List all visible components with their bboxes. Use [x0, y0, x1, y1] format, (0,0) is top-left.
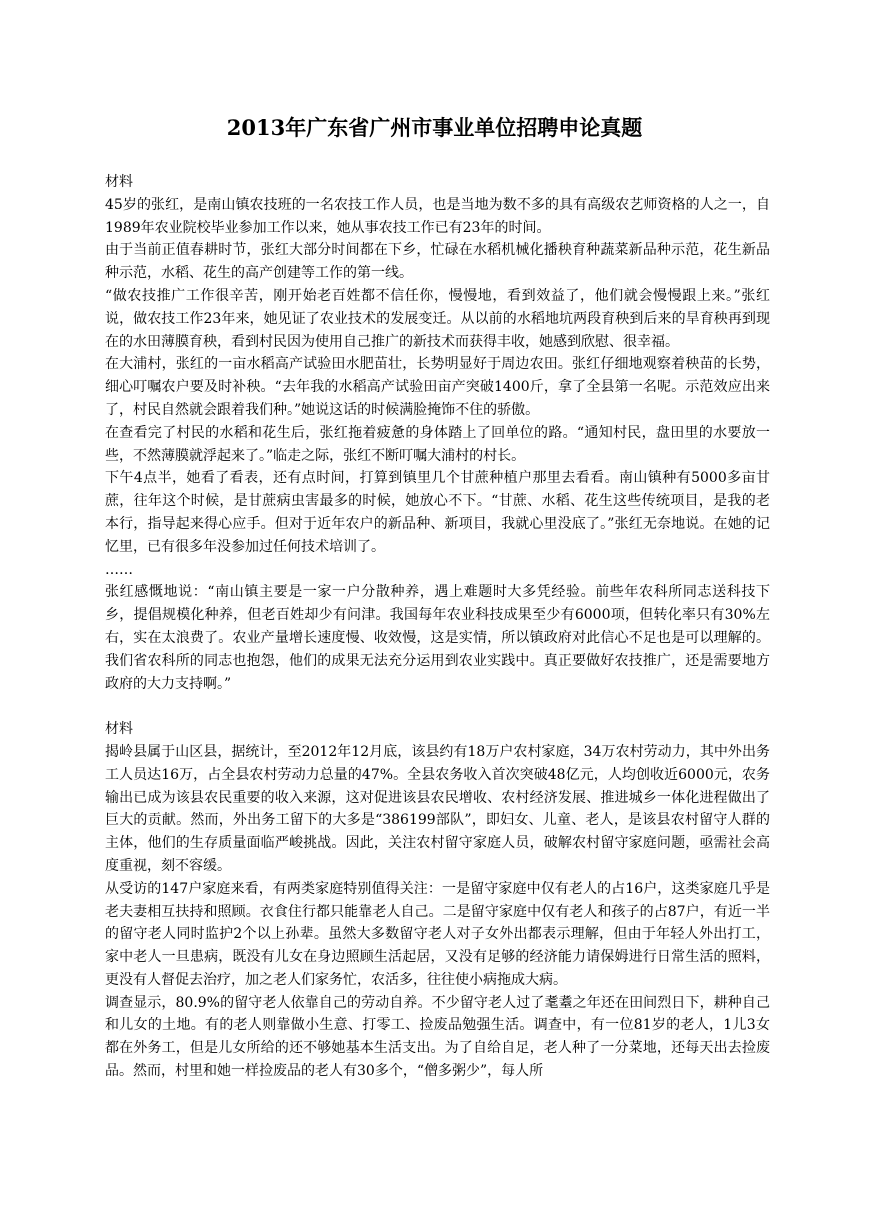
paragraph: 张红感慨地说：“南山镇主要是一家一户分散种养，遇上难题时大多凭经验。前些年农科所同志送科技下乡，提倡规模化种养，但老百姓却少有问津。我国每年农业科技成果至少有6000项，但转化率只有30%左右，实在太浪费了。农业产量增长速度慢、收效慢，这是实情，所以镇政府对此信心不足也是可以理解的。我们省农科所的同志也抱怨，他们的成果无法充分运用到农业实践中。真正要做好农技推广，还是需要地方政府的大力支持啊。”	[105, 584, 770, 692]
ellipsis: ……	[105, 561, 133, 578]
paragraph: 从受访的147户家庭来看，有两类家庭特别值得关注：一是留守家庭中仅有老人的占16户，这类家庭几乎是老夫妻相互扶持和照顾。衣食住行都只能靠老人自己。二是留守家庭中仅有老人和孩子的占87户，有近一半的留守老人同时监护2个以上孙辈。虽然大多数留守老人对子女外出都表示理解，但由于年轻人外出打工，家中老人一旦患病，既没有儿女在身边照顾生活起居，又没有足够的经济能力请保姆进行日常生活的照料，更没有人督促去治疗，加之老人们家务忙，农活多，往往使小病拖成大病。	[105, 880, 770, 988]
paragraph: 在查看完了村民的水稻和花生后，张红拖着疲惫的身体踏上了回单位的路。“通知村民，盘田里的水要放一些，不然薄膜就浮起来了。”临走之际，张红不断叮嘱大浦村的村长。	[105, 424, 770, 464]
section-heading: 材料	[105, 174, 133, 190]
paragraph: 在大浦村，张红的一亩水稻高产试验田水肥苗壮，长势明显好于周边农田。张红仔细地观察着秧苗的长势，细心叮嘱农户要及时补秧。“去年我的水稻高产试验田亩产突破1400斤，拿了全县第一名呢。示范效应出来了，村民自然就会跟着我们种。”她说这话的时候满脸掩饰不住的骄傲。	[105, 356, 770, 418]
paragraph: 揭岭县属于山区县，据统计，至2012年12月底，该县约有18万户农村家庭，34万农村劳动力，其中外出务工人员达16万，占全县农村劳动力总量的47%。全县农务收入首次突破48亿元，人均创收近6000元，农务输出已成为该县农民重要的收入来源，这对促进该县农民增收、农村经济发展、推进城乡一体化进程做出了巨大的贡献。然而，外出务工留下的大多是“386199部队”，即妇女、儿童、老人，是该县农村留守人群的主体，他们的生存质量面临严峻挑战。因此，关注农村留守家庭人员，破解农村留守家庭问题，亟需社会高度重视，刻不容缓。	[105, 743, 770, 874]
section-heading: 材料	[105, 721, 133, 738]
document-body	[105, 171, 770, 1083]
paragraph: “做农技推广工作很辛苦，刚开始老百姓都不信任你，慢慢地，看到效益了，他们就会慢慢跟上来。”张红说，做农技工作23年来，她见证了农业技术的发展变迁。从以前的水稻地坑两段育秧到后来的旱育秧再到现在的水田薄膜育秧，看到村民因为使用自己推广的新技术而获得丰收，她感到欣慰、很幸福。	[105, 287, 770, 350]
page-title: 2013年广东省广州市事业单位招聘申论真题	[226, 115, 643, 140]
paragraph: 下午4点半，她看了看表，还有点时间，打算到镇里几个甘蔗种植户那里去看看。南山镇种有5000多亩甘蔗，往年这个时候，是甘蔗病虫害最多的时候，她放心不下。“甘蔗、水稻、花生这些传统项目，是我的老本行，指导起来得心应手。但对于近年农户的新品种、新项目，我就心里没底了。”张红无奈地说。在她的记忆里，已有很多年没参加过任何技术培训了。	[105, 470, 770, 555]
paragraph: 由于当前正值春耕时节，张红大部分时间都在下乡，忙碌在水稻机械化播秧育种蔬菜新品种示范，花生新品种示范，水稻、花生的高产创建等工作的第一线。	[105, 242, 770, 282]
paragraph: 调查显示，80.9%的留守老人依靠自己的劳动自养。不少留守老人过了耄耋之年还在田间烈日下，耕种自己和儿女的土地。有的老人则靠做小生意、打零工、捡废品勉强生活。调查中，有一位81岁的老人，1儿3女都在外务工，但是儿女所给的还不够她基本生活支出。为了自给自足，老人种了一分菜地，还每天出去捡废品。然而，村里和她一样捡废品的老人有30多个，“僧多粥少”，每人所	[105, 994, 770, 1080]
paragraph: 45岁的张红，是南山镇农技班的一名农技工作人员，也是当地为数不多的具有高级农艺师资格的人之一，自1989年农业院校毕业参加工作以来，她从事农技工作已有23年的时间。	[105, 196, 770, 236]
section-spacer	[105, 695, 770, 718]
